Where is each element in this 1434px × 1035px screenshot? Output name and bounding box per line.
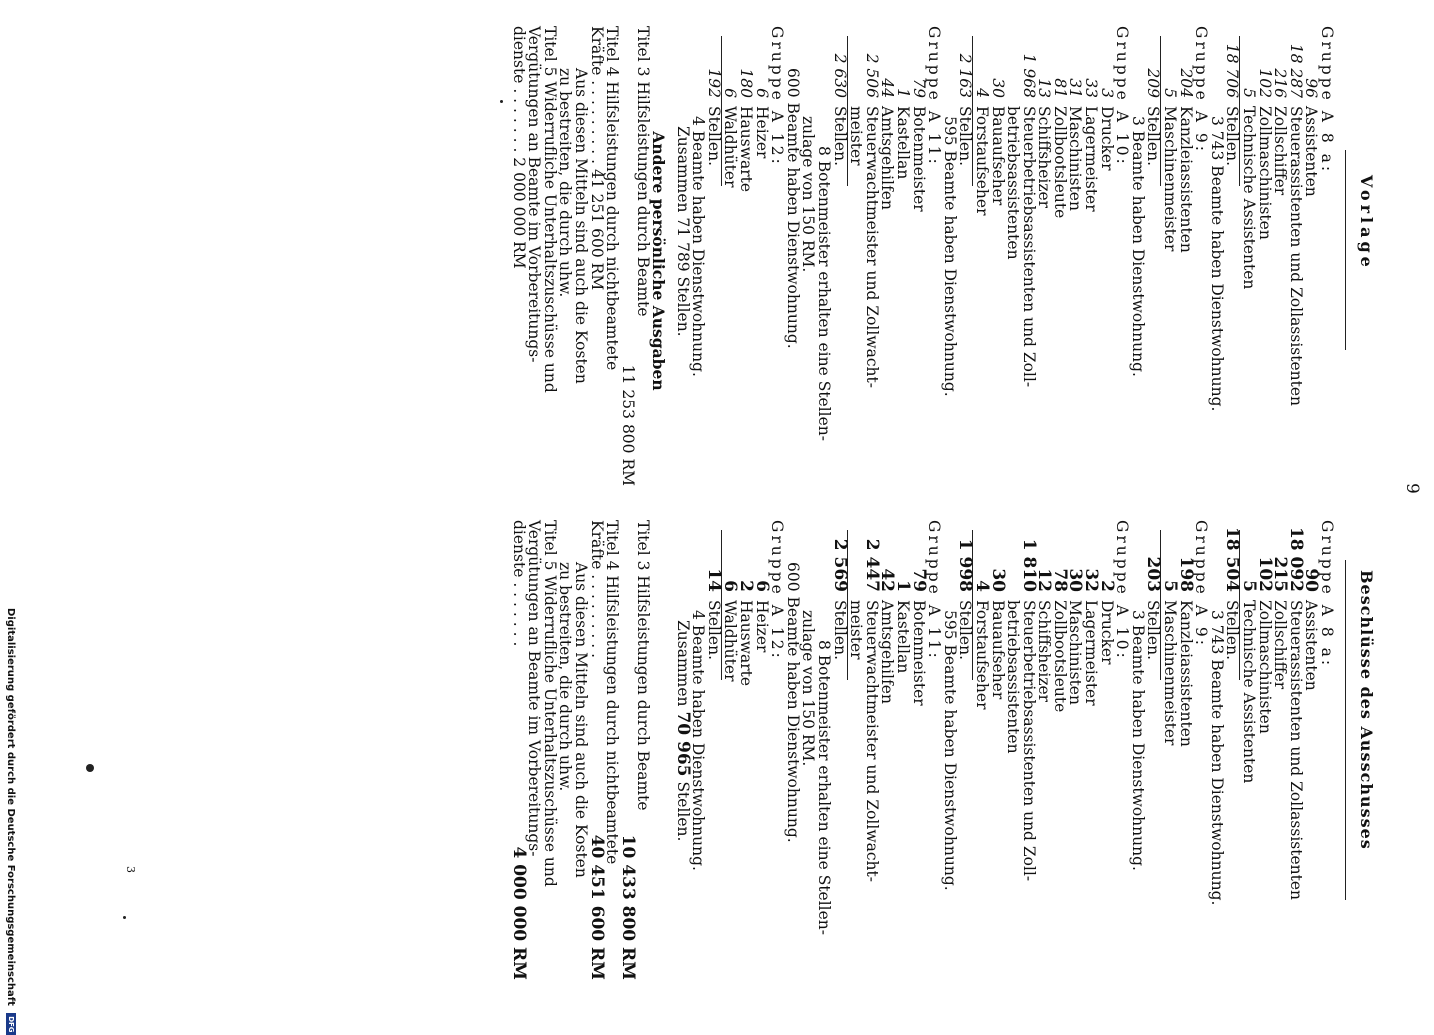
position-row — [1020, 26, 1036, 496]
position-row — [1256, 26, 1272, 496]
position-title: Lagermeister — [1082, 600, 1101, 706]
position-count: 6 — [752, 88, 771, 98]
group-total-number: 203 — [1143, 556, 1164, 592]
group-total-number: 192 — [704, 68, 723, 98]
group-total-label: Stellen. — [830, 106, 849, 167]
position-title: Maschinisten — [1066, 106, 1085, 211]
position-title: Lagermeister — [1082, 106, 1101, 212]
position-count: 1 810 — [1018, 538, 1039, 592]
position-count: 1 — [892, 580, 913, 592]
group-note: 3 743 Beamte haben Dienstwohnung. — [1207, 610, 1226, 906]
group-list — [720, 520, 772, 990]
position-title: Kanzleiassistenten — [1176, 600, 1195, 747]
titel-5-line: Vergütungen an Beamte im Vorbereitungs- — [525, 26, 544, 363]
position-title: Heizer — [752, 600, 771, 653]
position-row — [1051, 26, 1067, 496]
group-total-label: Stellen. — [956, 600, 975, 661]
group-note: zulage von 150 RM. — [799, 610, 818, 767]
position-count: 81 — [1050, 78, 1069, 98]
signature-mark: 3 — [124, 866, 137, 873]
position-count: 2 506 — [862, 53, 881, 98]
group-heading: Gruppe A 10: — [1113, 520, 1132, 661]
position-count: 3 — [1097, 88, 1116, 98]
position-row — [1239, 520, 1260, 990]
group-total-number: 2 630 — [830, 53, 849, 98]
group-total-number: 2 163 — [956, 53, 975, 98]
position-title: Steuerassistenten und Zollassistenten — [1286, 106, 1305, 407]
group-heading: Gruppe A 12: — [768, 520, 787, 661]
group-note: 3 743 Beamte haben Dienstwohnung. — [1207, 116, 1226, 412]
group-total-number: 209 — [1144, 68, 1163, 98]
position-title: Steuerbetriebsassistenten und Zoll- — [1019, 600, 1038, 882]
group-note: 8 Botenmeister erhalten eine Stellen- — [815, 146, 833, 442]
position-title: Schiffsheizer — [1035, 106, 1054, 209]
position-title: Technische Assistenten — [1240, 600, 1259, 784]
titel-4-amount: 40 451 600 RM — [586, 834, 607, 980]
position-count: 90 — [1301, 568, 1322, 592]
titel-4-note: Aus diesen Mitteln sind auch die Kosten — [572, 68, 591, 384]
group-total-label: Stellen. — [1144, 106, 1163, 167]
position-row — [753, 26, 769, 496]
position-row — [910, 26, 926, 496]
position-title: Zollschiffer — [1271, 106, 1290, 196]
group-note: 8 Botenmeister erhalten eine Stellen- — [815, 640, 833, 936]
titel-5-line: Titel 5 Widerrufliche Unterhaltszuschüsse und — [540, 26, 559, 393]
titel-4-line: Titel 4 Hilfsleistungen durch nichtbeamtete — [603, 520, 622, 865]
group-total-label: Stellen. — [956, 106, 975, 167]
position-count: 1 — [893, 88, 912, 98]
position-row — [1303, 26, 1319, 496]
position-title: Heizer — [752, 106, 771, 159]
titel-3-amount: 11 253 800 RM — [618, 364, 637, 486]
position-row — [722, 26, 738, 496]
position-count: 5 — [1161, 88, 1180, 98]
position-count: 5 — [1240, 88, 1259, 98]
heading-beschluesse: Beschlüsse des Ausschusses — [1357, 570, 1376, 850]
position-title: Waldhüter — [721, 600, 740, 682]
position-row — [1160, 520, 1181, 990]
titel-5-amount: dienste . . . . . . . 2 000 000 RM — [509, 26, 528, 269]
position-row — [1161, 26, 1180, 496]
position-row — [861, 520, 882, 990]
group-list — [847, 26, 926, 496]
group-total-number: 14 — [703, 568, 724, 592]
group-heading: Gruppe A 8 a: — [1318, 26, 1336, 175]
position-count: 31 — [1066, 78, 1085, 98]
group-heading: Gruppe A 11: — [925, 26, 944, 167]
position-title: Hauswarte — [737, 600, 756, 687]
position-title: Botenmeister — [909, 106, 928, 212]
titel-4-note: zu bestreiten, die durch uhw. — [556, 68, 575, 298]
position-count: 30 — [1065, 568, 1086, 592]
position-count: 18 287 — [1286, 43, 1305, 98]
position-count: 12 — [1034, 568, 1055, 592]
total-unit: Stellen. — [673, 781, 692, 842]
position-title: Drucker — [1097, 106, 1116, 171]
position-title: Steuerbetriebsassistenten und Zoll- — [1019, 106, 1038, 388]
position-row — [1083, 26, 1099, 496]
position-count: 198 — [1175, 556, 1196, 592]
group-list — [972, 26, 1116, 496]
position-row — [971, 520, 992, 990]
group-total-number: 1 998 — [955, 538, 976, 592]
position-count: 4 — [971, 580, 992, 592]
position-row — [1177, 26, 1193, 496]
position-title: Schiffsheizer — [1035, 600, 1054, 703]
position-title: Hauswarte — [737, 106, 756, 193]
group-note: 3 Beamte haben Dienstwohnung. — [1128, 610, 1147, 871]
position-title: meister — [847, 106, 866, 166]
position-count: 42 — [877, 568, 898, 592]
group-note: 595 Beamte haben Dienstwohnung. — [940, 610, 959, 891]
position-count: 18 092 — [1285, 526, 1306, 592]
group-list — [721, 26, 769, 496]
group-total-number: 18 706 — [1223, 43, 1242, 98]
position-row — [1005, 26, 1021, 496]
position-title: Amtsgehilfen — [878, 106, 897, 210]
footer-credit — [5, 608, 16, 1035]
group-total-number: 18 504 — [1222, 526, 1243, 592]
group-list — [1239, 26, 1321, 496]
dfg-logo-icon: DFG — [6, 1013, 16, 1035]
position-count: 6 — [751, 580, 772, 592]
position-title: Zollmaschinisten — [1255, 106, 1274, 240]
group-total-label: Stellen. — [830, 600, 849, 661]
position-row — [1272, 26, 1288, 496]
position-title: Botenmeister — [909, 600, 928, 706]
titel-4-label: Kräfte . . . . . . . . . — [587, 520, 606, 659]
position-count: 96 — [1302, 78, 1321, 98]
titel-5-amount: 4 000 000 RM — [508, 846, 529, 980]
position-title: Kanzleiassistenten — [1176, 106, 1195, 253]
position-title: Bauaufseher — [988, 106, 1007, 206]
position-count: 6 — [721, 88, 740, 98]
position-row — [894, 26, 910, 496]
group-list — [1160, 520, 1196, 990]
position-count: 180 — [737, 68, 756, 98]
position-title: Zollschiffer — [1271, 600, 1290, 690]
titel-4-line: Titel 4 Hilfsleistungen durch nichtbeamtete — [603, 26, 622, 371]
total-label: Zusammen — [673, 620, 692, 707]
position-row — [973, 26, 989, 496]
position-title: Steuerassistenten und Zollassistenten — [1286, 600, 1305, 901]
position-count: 204 — [1176, 68, 1195, 98]
total-number: 70 965 — [672, 711, 693, 777]
group-heading: Gruppe A 10: — [1113, 26, 1132, 167]
heading-rule-right — [1345, 560, 1346, 900]
position-title: Technische Assistenten — [1240, 106, 1259, 290]
position-count: 33 — [1082, 78, 1101, 98]
group-heading: Gruppe A 12: — [768, 26, 787, 167]
group-list — [1239, 520, 1322, 990]
page-number: 9 — [1402, 483, 1422, 494]
position-row — [848, 520, 864, 990]
speck-mark — [123, 916, 126, 919]
position-count: 6 — [720, 580, 741, 592]
group-note: 600 Beamte haben Dienstwohnung. — [783, 68, 802, 349]
titel-3-line: Titel 3 Hilfsleistungen durch Beamte — [634, 520, 653, 811]
position-count: 79 — [908, 568, 929, 592]
group-total-label: Stellen. — [1223, 106, 1242, 167]
position-title: Kastellan — [893, 106, 912, 180]
group-list — [971, 520, 1117, 990]
position-row — [720, 520, 741, 990]
position-title: Bauaufseher — [988, 600, 1007, 700]
position-count: 216 — [1271, 68, 1290, 98]
footer-text: Digitalisierung gefördert durch die Deutsche Forschungsgemeinschaft — [5, 608, 16, 1006]
group-note: 600 Beamte haben Dienstwohnung. — [783, 562, 802, 843]
position-title: Maschinenmeister — [1161, 600, 1180, 746]
position-title: Maschinisten — [1066, 600, 1085, 705]
section-title: Andere persönliche Ausgaben — [649, 131, 669, 391]
column-beschluesse — [510, 520, 1334, 990]
position-count: 2 — [736, 580, 757, 592]
position-title: Drucker — [1097, 600, 1116, 665]
total-positions — [672, 520, 693, 990]
heading-rule-left — [1345, 150, 1346, 350]
position-title: Steuerwachtmeister und Zollwacht- — [862, 106, 881, 388]
position-count: 13 — [1035, 78, 1054, 98]
position-count: 2 — [1096, 580, 1117, 592]
group-total-label: Stellen. — [1223, 600, 1242, 661]
titel-5-line: Titel 5 Widerrufliche Unterhaltszuschüsse und — [540, 520, 559, 887]
position-row — [848, 26, 864, 496]
position-title: Forstaufseher — [972, 600, 991, 710]
heading-vorlage: Vorlage — [1357, 175, 1376, 271]
position-title: Steuerwachtmeister und Zollwacht- — [862, 600, 881, 882]
speck-mark — [86, 764, 94, 772]
position-row — [1098, 26, 1114, 496]
position-title: Waldhüter — [721, 106, 740, 188]
position-count: 79 — [909, 78, 928, 98]
group-total-number: 2 569 — [829, 538, 850, 592]
position-title: betriebsassistenten — [1004, 106, 1023, 260]
speck-mark — [500, 100, 503, 103]
titel-5-label: dienste . . . . . . . — [509, 520, 528, 647]
position-title: Zollmaschinisten — [1255, 600, 1274, 734]
position-title: Assistenten — [1302, 600, 1321, 691]
group-total-label: Stellen. — [1144, 600, 1163, 661]
titel-3-line: Titel 3 Hilfsleistungen durch Beamte — [634, 26, 653, 317]
position-count: 215 — [1270, 556, 1291, 592]
position-count: 78 — [1049, 568, 1070, 592]
position-count: 2 447 — [861, 538, 882, 592]
position-count: 102 — [1255, 68, 1274, 98]
position-count: 30 — [988, 78, 1007, 98]
position-row — [1018, 520, 1039, 990]
total-positions: Zusammen 71 789 Stellen. — [673, 126, 692, 337]
group-note: 4 Beamte haben Dienstwohnung. — [689, 116, 708, 377]
position-row — [1067, 26, 1083, 496]
position-title: Amtsgehilfen — [878, 600, 897, 704]
position-row — [737, 26, 756, 496]
position-count: 5 — [1160, 580, 1181, 592]
titel-4-note: zu bestreiten, die durch uhw. — [556, 562, 575, 792]
group-heading: Gruppe A 9: — [1192, 26, 1211, 154]
position-row — [1287, 26, 1303, 496]
group-heading: Gruppe A 8 a: — [1318, 520, 1336, 669]
titel-4-note: Aus diesen Mitteln sind auch die Kosten — [572, 562, 591, 878]
position-count: 32 — [1081, 568, 1102, 592]
position-row — [989, 26, 1005, 496]
position-title: meister — [847, 600, 866, 660]
position-title: Maschinenmeister — [1161, 106, 1180, 252]
group-list — [1160, 26, 1195, 496]
group-heading: Gruppe A 11: — [925, 520, 944, 661]
titel-3-amount: 10 433 800 RM — [617, 834, 638, 980]
group-note: zulage von 150 RM. — [799, 116, 818, 273]
titel-4-amount: Kräfte . . . . . . . . . 41 251 600 RM — [587, 26, 606, 291]
position-title: Forstaufseher — [972, 106, 991, 216]
group-note: 595 Beamte haben Dienstwohnung. — [940, 116, 959, 397]
titel-5-line: Vergütungen an Beamte im Vorbereitungs- — [525, 520, 544, 857]
position-row — [1036, 26, 1052, 496]
position-row — [863, 26, 879, 496]
position-count: 1 968 — [1019, 53, 1038, 98]
group-note: 3 Beamte haben Dienstwohnung. — [1128, 116, 1147, 377]
position-count: 4 — [972, 88, 991, 98]
group-note: 4 Beamte haben Dienstwohnung. — [689, 610, 708, 871]
position-title: Kastellan — [893, 600, 912, 674]
group-list — [847, 520, 929, 990]
group-heading: Gruppe A 9: — [1192, 520, 1211, 648]
position-count: 30 — [987, 568, 1008, 592]
position-count: 102 — [1254, 556, 1275, 592]
position-title: Zollbootsleute — [1050, 600, 1069, 713]
position-count: 5 — [1239, 580, 1260, 592]
position-row — [1240, 26, 1259, 496]
position-row — [879, 26, 895, 496]
position-title: betriebsassistenten — [1004, 600, 1023, 754]
group-total-label: Stellen. — [704, 106, 723, 167]
position-title: Zollbootsleute — [1050, 106, 1069, 219]
position-title: Assistenten — [1302, 106, 1321, 197]
group-total-label: Stellen. — [704, 600, 723, 661]
position-count: 44 — [878, 78, 897, 98]
column-vorlage — [510, 26, 1334, 496]
